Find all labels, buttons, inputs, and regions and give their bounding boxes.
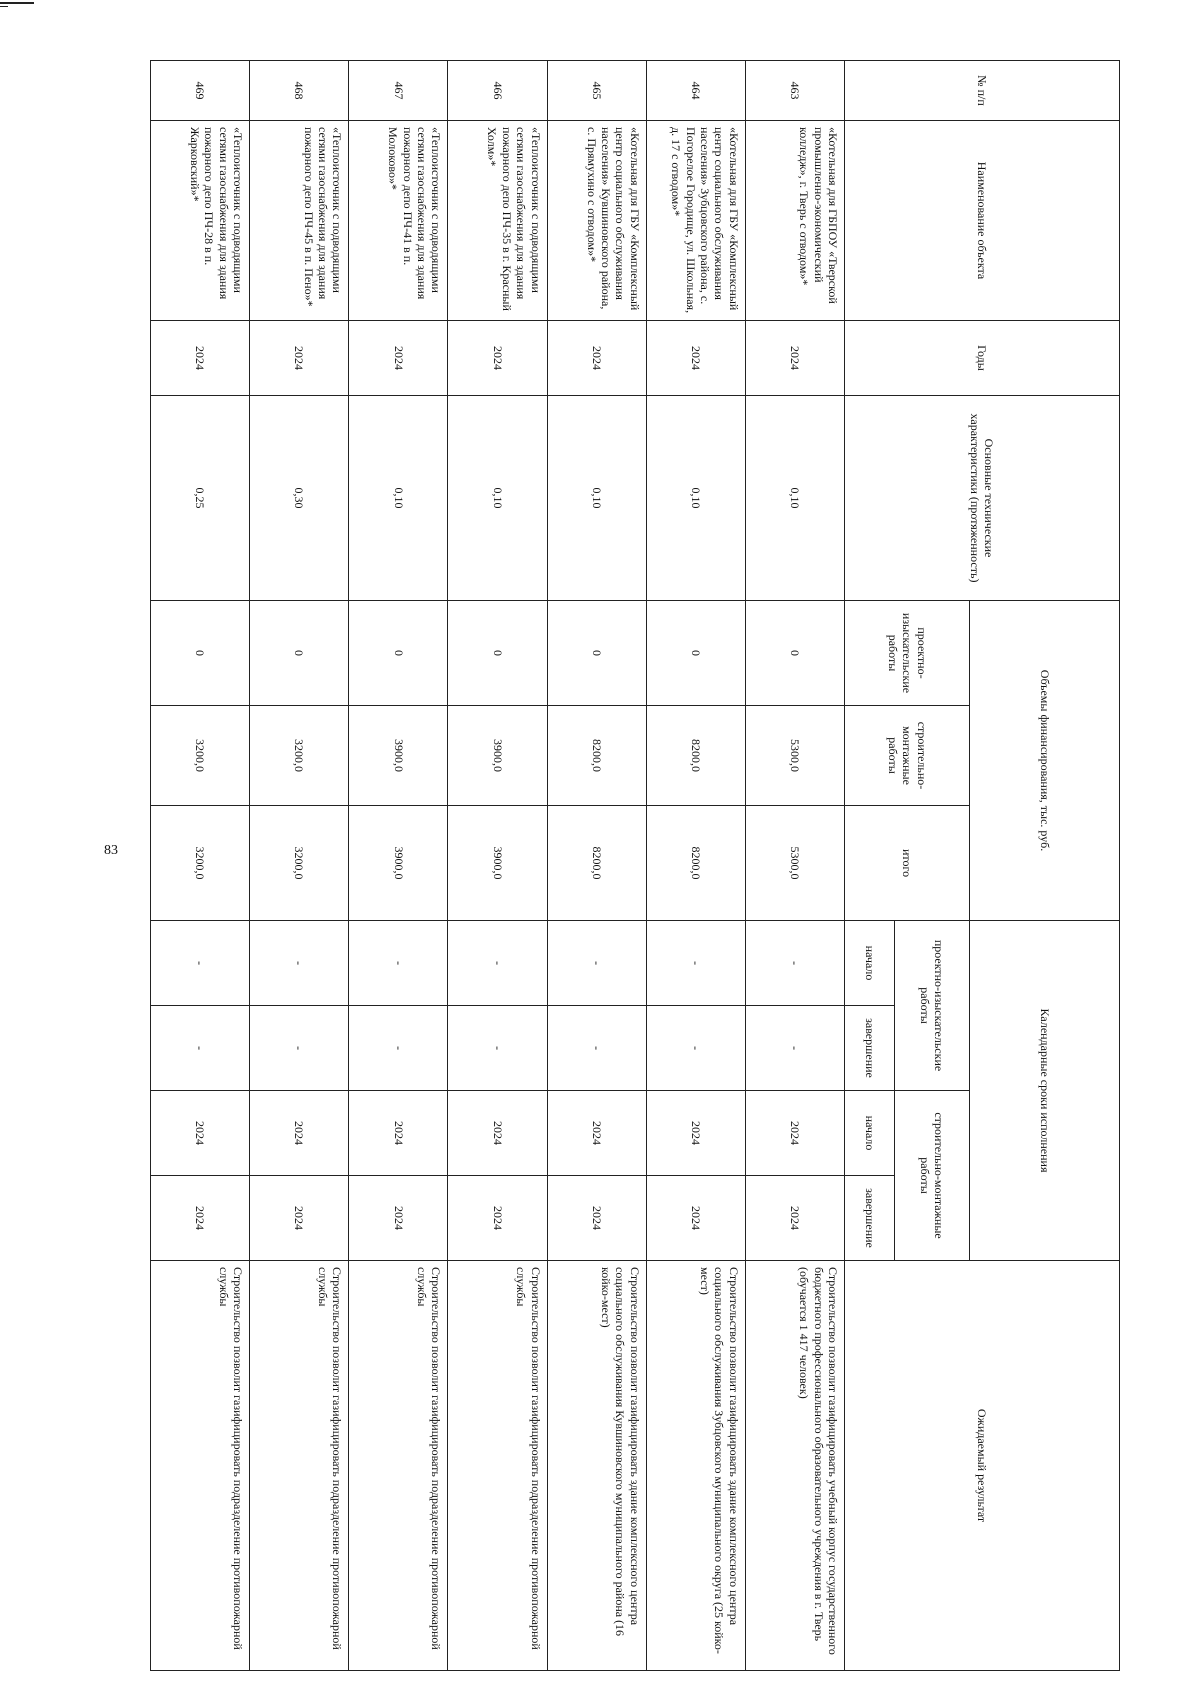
header-pir-end: завершение: [845, 1006, 895, 1091]
cell-finance-pir: 0: [448, 601, 547, 706]
cell-num: 468: [250, 61, 349, 121]
cell-pir-end: -: [349, 1006, 448, 1091]
cell-pir-end: -: [646, 1006, 745, 1091]
header-finance-pir: проектно-изыскательские работы: [845, 601, 970, 706]
cell-finance-smr: 3900,0: [349, 706, 448, 806]
cell-pir-end: -: [745, 1006, 844, 1091]
cell-name: «Теплоисточник с подводящими сетями газоснабжения для здания пожарного депо ПЧ-45 в п. Пено»*: [250, 121, 349, 321]
cell-smr-end: 2024: [250, 1176, 349, 1261]
cell-pir-end: -: [448, 1006, 547, 1091]
cell-finance-smr: 8200,0: [646, 706, 745, 806]
table-row: [250, 61, 349, 1671]
cell-smr-start: 2024: [646, 1091, 745, 1176]
cell-pir-end: -: [547, 1006, 646, 1091]
header-cal-pir: проектно-изыскательские работы: [895, 921, 970, 1091]
cell-pir-end: -: [250, 1006, 349, 1091]
cell-years: 2024: [646, 321, 745, 396]
cell-num: 469: [151, 61, 250, 121]
cell-finance-smr: 3900,0: [448, 706, 547, 806]
header-cal-smr: строительно-монтажные работы: [895, 1091, 970, 1261]
header-smr-start: начало: [845, 1091, 895, 1176]
cell-tech: 0,10: [349, 396, 448, 601]
cell-pir-start: -: [448, 921, 547, 1006]
header-years: Годы: [845, 321, 1120, 396]
cell-result: Строительство позволит газифицировать подразделение противопожарной службы: [250, 1261, 349, 1671]
cell-num: 466: [448, 61, 547, 121]
cell-result: Строительство позволит газифицировать здание комплексного центра социального обслуживания Зубцовского муниципального округа (25 койко-мест): [646, 1261, 745, 1671]
header-result: Ожидаемый результат: [845, 1261, 1120, 1671]
header-finance: Объемы финансирования, тыс. руб.: [970, 601, 1120, 921]
cell-pir-start: -: [349, 921, 448, 1006]
cell-result: Строительство позволит газифицировать здание комплексного центра социального обслуживания Кувшиновского муниципального района (16 койко-мест): [547, 1261, 646, 1671]
cell-finance-total: 8200,0: [646, 806, 745, 921]
rotated-table-container: [150, 60, 1120, 1670]
cell-pir-end: -: [151, 1006, 250, 1091]
cell-result: Строительство позволит газифицировать подразделение противопожарной службы: [448, 1261, 547, 1671]
cell-finance-total: 8200,0: [547, 806, 646, 921]
cell-name: «Теплоисточник с подводящими сетями газоснабжения для здания пожарного депо ПЧ-35 в г. Красный Холм»*: [448, 121, 547, 321]
scan-corner-mark: [0, 6, 8, 7]
table-row: [547, 61, 646, 1671]
cell-name: «Котельная для ГБУ «Комплексный центр социального обслуживания населения» Зубцовского района, с. Погорелое Городище, ул. Школьная, д. 17 с отводом»*: [646, 121, 745, 321]
cell-result: Строительство позволит газифицировать подразделение противопожарной службы: [151, 1261, 250, 1671]
cell-finance-pir: 0: [151, 601, 250, 706]
cell-years: 2024: [745, 321, 844, 396]
header-finance-smr: строительно-монтажные работы: [845, 706, 970, 806]
cell-finance-pir: 0: [547, 601, 646, 706]
cell-tech: 0,25: [151, 396, 250, 601]
cell-smr-start: 2024: [349, 1091, 448, 1176]
cell-smr-end: 2024: [349, 1176, 448, 1261]
cell-pir-start: -: [547, 921, 646, 1006]
cell-name: «Теплоисточник с подводящими сетями газоснабжения для здания пожарного депо ПЧ-41 в п. Молоково»*: [349, 121, 448, 321]
cell-tech: 0,10: [745, 396, 844, 601]
cell-tech: 0,10: [448, 396, 547, 601]
cell-num: 463: [745, 61, 844, 121]
cell-pir-start: -: [151, 921, 250, 1006]
cell-smr-end: 2024: [745, 1176, 844, 1261]
investment-table: [150, 60, 1120, 1671]
cell-smr-start: 2024: [448, 1091, 547, 1176]
cell-num: 465: [547, 61, 646, 121]
cell-years: 2024: [250, 321, 349, 396]
table-row: [349, 61, 448, 1671]
table-body: [151, 61, 845, 1671]
cell-finance-total: 5300,0: [745, 806, 844, 921]
table-row: [151, 61, 250, 1671]
cell-finance-total: 3200,0: [151, 806, 250, 921]
cell-finance-smr: 3200,0: [250, 706, 349, 806]
cell-pir-start: -: [745, 921, 844, 1006]
table-row: [448, 61, 547, 1671]
header-smr-end: завершение: [845, 1176, 895, 1261]
cell-finance-smr: 3200,0: [151, 706, 250, 806]
header-num: № п/п: [845, 61, 1120, 121]
table-row: [646, 61, 745, 1671]
cell-result: Строительство позволит газифицировать учебный корпус государственного бюджетного профессионального образовательного учреждения в г. Тверь (обучается 1 417 человек): [745, 1261, 844, 1671]
cell-years: 2024: [151, 321, 250, 396]
cell-result: Строительство позволит газифицировать подразделение противопожарной службы: [349, 1261, 448, 1671]
table-header: [845, 61, 1120, 1671]
cell-finance-smr: 5300,0: [745, 706, 844, 806]
cell-finance-smr: 8200,0: [547, 706, 646, 806]
cell-smr-end: 2024: [646, 1176, 745, 1261]
cell-num: 467: [349, 61, 448, 121]
table-row: [745, 61, 844, 1671]
header-name: Наименование объекта: [845, 121, 1120, 321]
header-calendar: Календарные сроки исполнения: [970, 921, 1120, 1261]
cell-tech: 0,30: [250, 396, 349, 601]
cell-smr-start: 2024: [151, 1091, 250, 1176]
cell-num: 464: [646, 61, 745, 121]
cell-finance-total: 3900,0: [349, 806, 448, 921]
cell-pir-start: -: [250, 921, 349, 1006]
header-tech: Основные технические характеристики (протяженность): [845, 396, 1120, 601]
header-pir-start: начало: [845, 921, 895, 1006]
cell-finance-total: 3900,0: [448, 806, 547, 921]
page-number: 83: [104, 843, 118, 858]
cell-finance-pir: 0: [646, 601, 745, 706]
cell-smr-end: 2024: [448, 1176, 547, 1261]
cell-years: 2024: [448, 321, 547, 396]
cell-smr-start: 2024: [250, 1091, 349, 1176]
cell-years: 2024: [547, 321, 646, 396]
cell-name: «Котельная для ГБУ «Комплексный центр социального обслуживания населения» Кувшиновского района, с. Прямухино с отводом»*: [547, 121, 646, 321]
cell-finance-total: 3200,0: [250, 806, 349, 921]
cell-smr-end: 2024: [547, 1176, 646, 1261]
cell-finance-pir: 0: [349, 601, 448, 706]
cell-tech: 0,10: [646, 396, 745, 601]
cell-finance-pir: 0: [745, 601, 844, 706]
cell-smr-start: 2024: [745, 1091, 844, 1176]
cell-name: «Теплоисточник с подводящими сетями газоснабжения для здания пожарного депо ПЧ-28 в п. Жарковский»*: [151, 121, 250, 321]
cell-smr-end: 2024: [151, 1176, 250, 1261]
cell-years: 2024: [349, 321, 448, 396]
cell-smr-start: 2024: [547, 1091, 646, 1176]
scan-corner-mark: [0, 2, 34, 4]
cell-pir-start: -: [646, 921, 745, 1006]
cell-name: «Котельная для ГБПОУ «Тверской промышленно-экономический колледж», г. Тверь с отводом»*: [745, 121, 844, 321]
cell-tech: 0,10: [547, 396, 646, 601]
header-finance-total: итого: [845, 806, 970, 921]
cell-finance-pir: 0: [250, 601, 349, 706]
